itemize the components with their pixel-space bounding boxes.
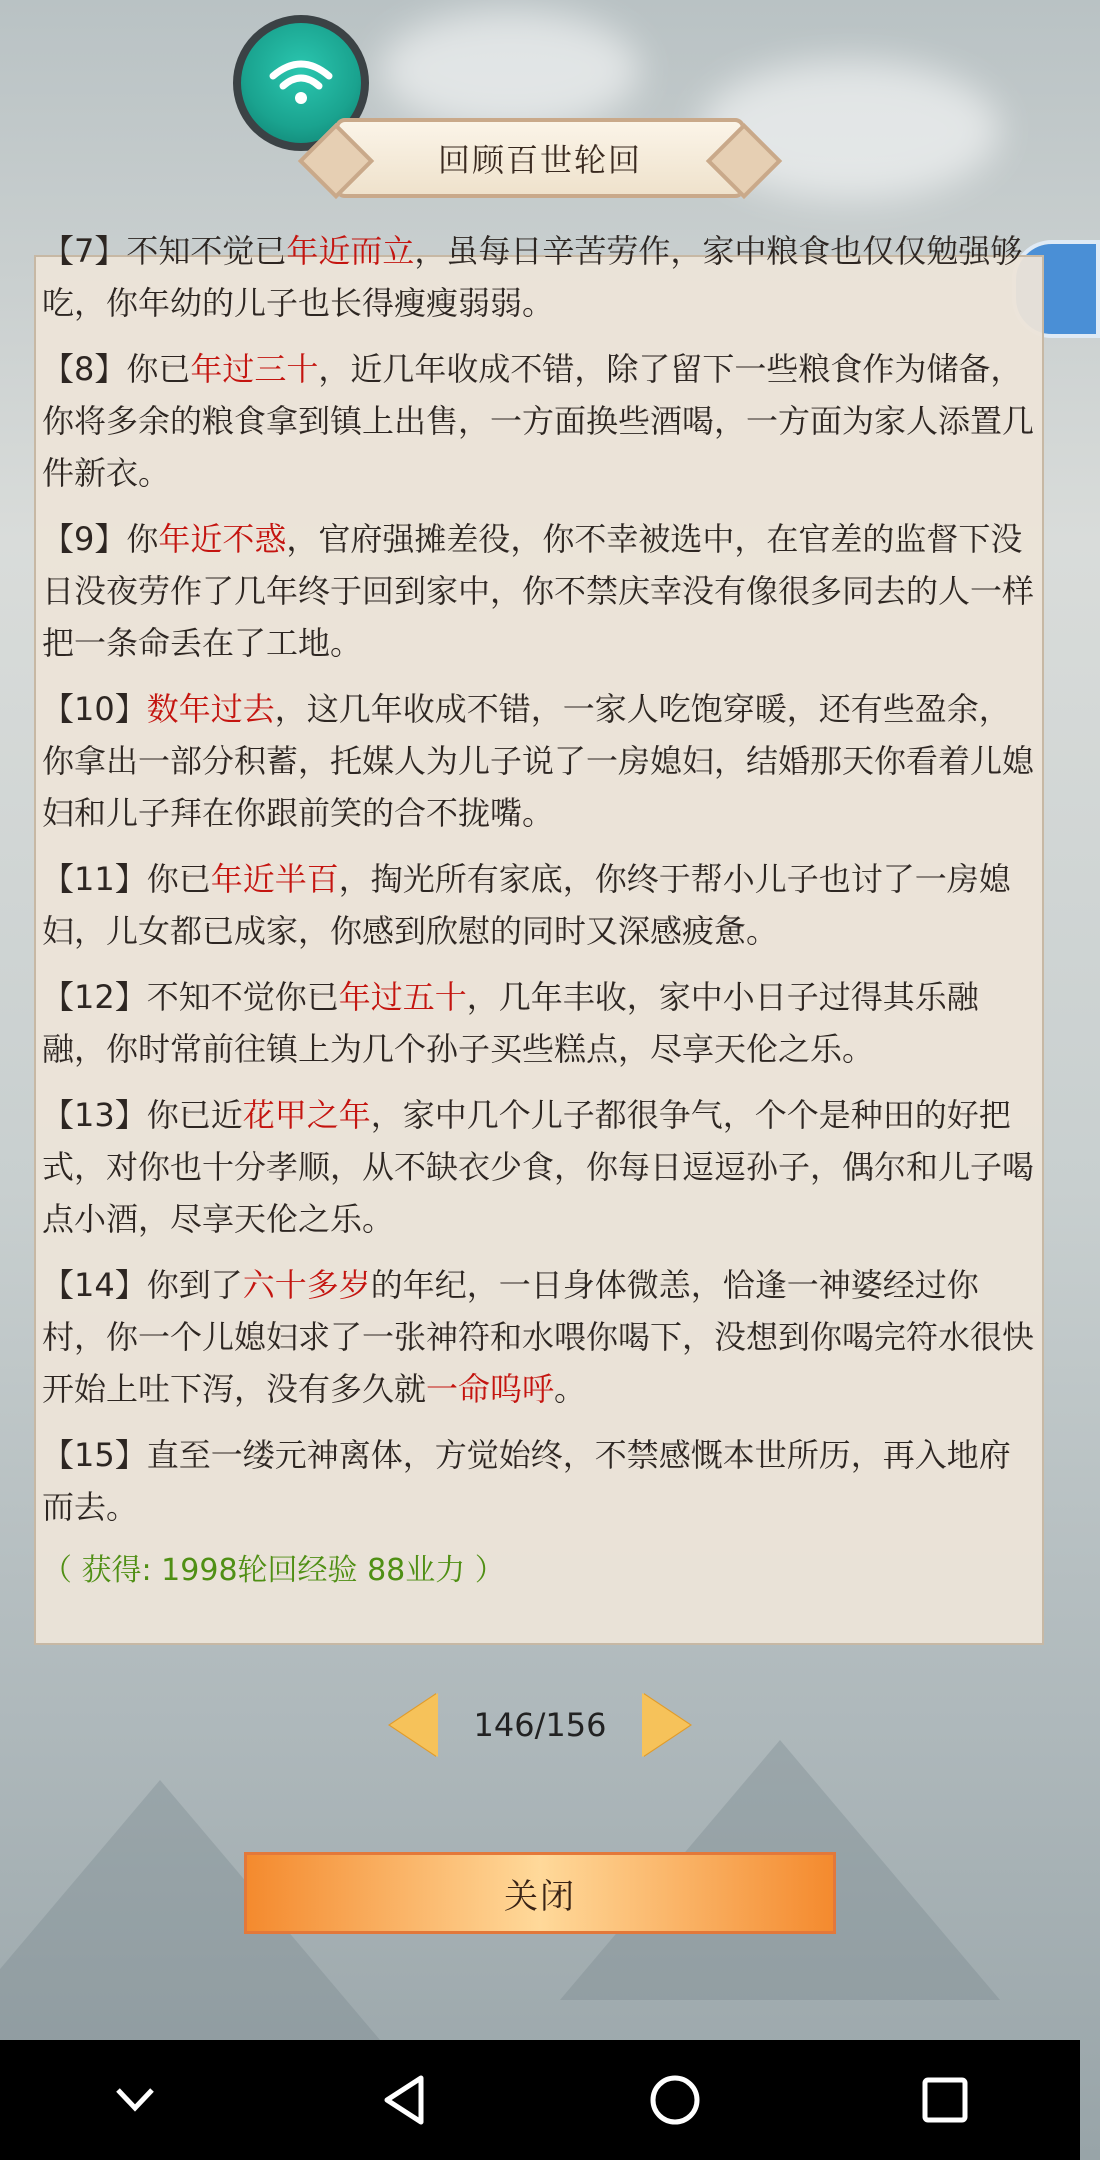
entry-text: 【13】你已近 xyxy=(42,1096,243,1134)
close-button[interactable]: 关闭 xyxy=(244,1852,836,1934)
entry-text: 【12】不知不觉你已 xyxy=(42,978,339,1016)
system-navigation-bar xyxy=(0,2040,1080,2160)
history-entry xyxy=(42,853,1042,957)
entry-highlight-text: 年过三十 xyxy=(190,350,319,388)
history-entry xyxy=(42,513,1042,669)
entry-text: ，官府强摊差役，你不幸被选中，在官差的监督下没日没夜劳作了几年终于回到家中，你不禁庆幸没有像很多同去的人一样把一条命丢在了工地。 xyxy=(42,520,1035,662)
arrow-right-icon[interactable] xyxy=(642,1693,690,1757)
entry-text: 【9】你 xyxy=(42,520,159,558)
back-triangle-icon[interactable] xyxy=(365,2060,445,2140)
chevron-down-icon[interactable] xyxy=(95,2060,175,2140)
entry-text: 的年纪，一日身体微恙，恰逢一神婆经过你村，你一个儿媳妇求了一张神符和水喂你喝下，没想到你喝完符水很快开始上吐下泻，没有多久就 xyxy=(42,1266,1035,1408)
entry-text: 【8】你已 xyxy=(42,350,191,388)
pager xyxy=(390,1690,690,1760)
entry-highlight-text: 花甲之年 xyxy=(242,1096,371,1134)
entry-highlight-text: 年近半百 xyxy=(210,860,339,898)
history-entry xyxy=(42,1429,1042,1533)
entry-text: 【10】 xyxy=(42,690,147,728)
history-entry xyxy=(42,683,1042,839)
entry-highlight-text: 一命呜呼 xyxy=(426,1370,555,1408)
entry-text: 【14】你到了 xyxy=(42,1266,243,1304)
page-title: 回顾百世轮回 xyxy=(335,118,745,198)
arrow-left-icon[interactable] xyxy=(390,1693,438,1757)
entry-highlight-text: 年近而立 xyxy=(286,232,415,270)
history-entry xyxy=(42,225,1042,329)
entry-text: ，掏光所有家底，你终于帮小儿子也讨了一房媳妇，儿女都已成家，你感到欣慰的同时又深感疲惫。 xyxy=(42,860,1011,950)
history-panel[interactable] xyxy=(34,232,1044,1645)
entry-highlight-text: 年近不惑 xyxy=(158,520,287,558)
history-entry xyxy=(42,971,1042,1075)
recents-square-icon[interactable] xyxy=(905,2060,985,2140)
entry-text: 。 xyxy=(554,1370,587,1408)
background-cloud xyxy=(380,10,640,130)
entry-highlight-text: 六十多岁 xyxy=(242,1266,371,1304)
entry-text: 【7】不知不觉已 xyxy=(42,232,287,270)
entry-text: ，这几年收成不错，一家人吃饱穿暖，还有些盈余，你拿出一部分积蓄，托媒人为儿子说了一房媳妇，结婚那天你看着儿媳妇和儿子拜在你跟前笑的合不拢嘴。 xyxy=(42,690,1035,832)
entry-text: ，近几年收成不错，除了留下一些粮食作为储备，你将多余的粮食拿到镇上出售，一方面换些酒喝，一方面为家人添置几件新衣。 xyxy=(42,350,1035,492)
history-entry xyxy=(42,1089,1042,1245)
history-entries xyxy=(42,225,1042,1595)
page-indicator: 146/156 xyxy=(473,1706,607,1744)
entry-highlight-text: 数年过去 xyxy=(146,690,275,728)
entry-text: ，几年丰收，家中小日子过得其乐融融，你时常前往镇上为几个孙子买些糕点，尽享天伦之乐。 xyxy=(42,978,979,1068)
history-entry xyxy=(42,1259,1042,1415)
entry-text: 【11】你已 xyxy=(42,860,211,898)
entry-text: ，虽每日辛苦劳作，家中粮食也仅仅勉强够吃，你年幼的儿子也长得瘦瘦弱弱。 xyxy=(42,232,1023,322)
entry-text: 【15】直至一缕元神离体，方觉始终，不禁感慨本世所历，再入地府而去。 xyxy=(42,1436,1011,1526)
history-entry xyxy=(42,343,1042,499)
home-circle-icon[interactable] xyxy=(635,2060,715,2140)
reward-text: （ 获得: 1998轮回经验 88业力 ） xyxy=(42,1553,505,1588)
entry-text: ，家中几个儿子都很争气，个个是种田的好把式，对你也十分孝顺，从不缺衣少食，你每日逗逗孙子，偶尔和儿子喝点小酒，尽享天伦之乐。 xyxy=(42,1096,1035,1238)
entry-highlight-text: 年过五十 xyxy=(338,978,467,1016)
